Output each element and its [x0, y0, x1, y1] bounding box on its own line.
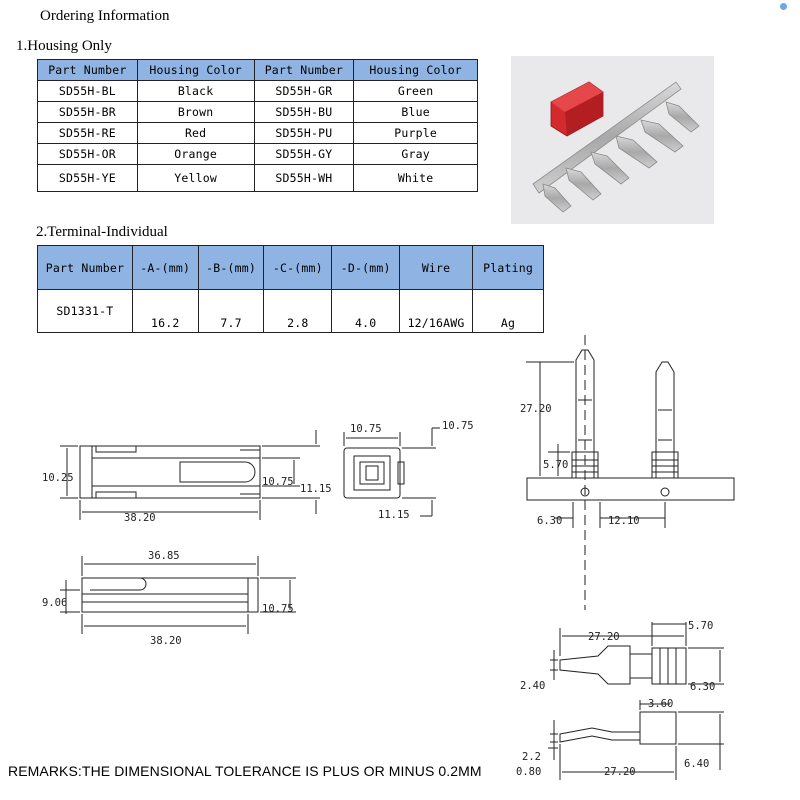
page-title: Ordering Information [40, 8, 170, 24]
table-cell: White [354, 165, 478, 192]
col-header: -A-(mm) [132, 246, 198, 290]
dim-terminal-width: 6.30 [537, 515, 563, 527]
table-cell: Green [354, 81, 478, 102]
housing-side-view [60, 556, 296, 634]
table-cell: SD55H-RE [38, 123, 138, 144]
housing-top-view [60, 430, 320, 520]
remarks: REMARKS:THE DIMENSIONAL TOLERANCE IS PLUS OR MINUS 0.2MM [8, 763, 482, 779]
dim-housing-length: 38.20 [124, 512, 156, 524]
dim-side-a: 2.2 [522, 751, 541, 763]
col-header: Part Number [254, 60, 354, 81]
terminal-pair-view [526, 335, 734, 610]
dim-front-width: 10.75 [350, 423, 382, 435]
dim-terminal-pitch: 12.10 [608, 515, 640, 527]
table-cell: Red [137, 123, 254, 144]
table-cell: SD55H-WH [254, 165, 354, 192]
dim-terminal-small: 5.70 [543, 459, 569, 471]
col-header: Part Number [38, 246, 133, 290]
dim-housing-inner: 10.75 [262, 476, 294, 488]
dim-side-top-terminal: 3.60 [648, 698, 674, 710]
col-header: Wire [400, 246, 473, 290]
dim-side-b: 0.80 [516, 766, 542, 778]
dim-bottom-left: 2.40 [520, 680, 546, 692]
dim-housing-height: 10.25 [42, 472, 74, 484]
dim-bottom-right: 6.30 [690, 681, 716, 693]
dim-housing-outer: 11.15 [300, 483, 332, 495]
table-cell: 7.7 [198, 290, 264, 333]
table-cell: SD55H-BR [38, 102, 138, 123]
table-cell: SD55H-PU [254, 123, 354, 144]
table-cell: 2.8 [264, 290, 332, 333]
table-cell: Black [137, 81, 254, 102]
dim-side-length: 38.20 [150, 635, 182, 647]
table-cell: SD55H-BU [254, 102, 354, 123]
dim-bottom-length: 27.20 [588, 631, 620, 643]
table-cell: Orange [137, 144, 254, 165]
table-cell: Yellow [137, 165, 254, 192]
dim-front-side: 10.75 [442, 420, 474, 432]
table-cell: SD55H-GY [254, 144, 354, 165]
col-header: Housing Color [137, 60, 254, 81]
col-header: -B-(mm) [198, 246, 264, 290]
section1-heading: 1.Housing Only [16, 38, 112, 54]
dim-front-height: 11.15 [378, 509, 410, 521]
col-header: Part Number [38, 60, 138, 81]
dim-side-right-terminal: 6.40 [684, 758, 710, 770]
table-cell: Gray [354, 144, 478, 165]
table-cell: Blue [354, 102, 478, 123]
table-cell: 4.0 [332, 290, 400, 333]
table-cell: SD55H-YE [38, 165, 138, 192]
table-cell: SD1331-T [38, 290, 133, 333]
table-cell: 16.2 [132, 290, 198, 333]
table-cell: SD55H-GR [254, 81, 354, 102]
dim-side-top: 36.85 [148, 550, 180, 562]
col-header: Plating [473, 246, 544, 290]
dim-side-length-terminal: 27.20 [604, 766, 636, 778]
table-cell: Ag [473, 290, 544, 333]
table-cell: SD55H-BL [38, 81, 138, 102]
dim-bottom-end: 5.70 [688, 620, 714, 632]
col-header: Housing Color [354, 60, 478, 81]
table-cell: Purple [354, 123, 478, 144]
dim-side-height: 9.06 [42, 597, 68, 609]
col-header: -C-(mm) [264, 246, 332, 290]
housing-front-view [344, 428, 440, 516]
table-cell: 12/16AWG [400, 290, 473, 333]
table-cell: Brown [137, 102, 254, 123]
dim-terminal-length: 27.20 [520, 403, 552, 415]
dim-side-right: 10.75 [262, 603, 294, 615]
table-cell: SD55H-OR [38, 144, 138, 165]
section2-heading: 2.Terminal-Individual [36, 224, 168, 240]
col-header: -D-(mm) [332, 246, 400, 290]
